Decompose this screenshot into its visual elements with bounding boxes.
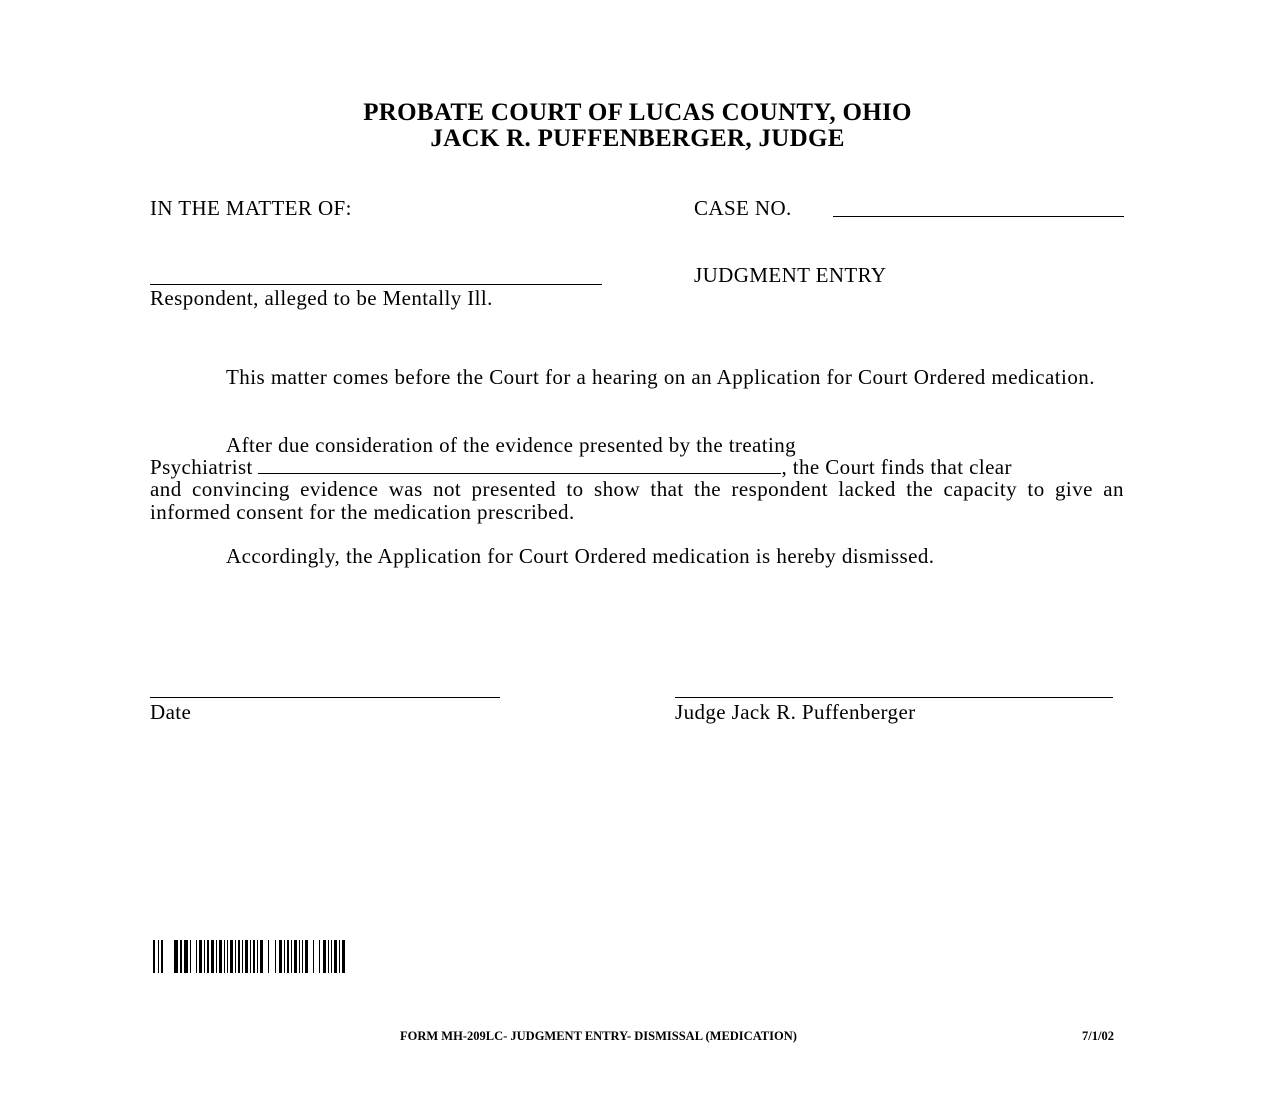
paragraph-hearing: This matter comes before the Court for a hearing on an Application for Court Ordered medication.: [226, 365, 1095, 389]
matter-label: IN THE MATTER OF:: [150, 196, 352, 220]
paragraph-consideration-rest: and convincing evidence was not presented to show that the respondent lacked the capacity to give an informed consent for the medication prescribed.: [150, 477, 1124, 524]
court-finds-text: , the Court finds that clear: [781, 455, 1012, 479]
judge-name-header: JACK R. PUFFENBERGER, JUDGE: [430, 125, 845, 152]
respondent-name-field[interactable]: [150, 284, 602, 285]
barcode-icon: [153, 940, 348, 973]
psychiatrist-name-field[interactable]: [258, 472, 781, 474]
judge-signature-line[interactable]: [675, 697, 1113, 698]
date-signature-line[interactable]: [150, 697, 500, 698]
date-label: Date: [150, 700, 192, 724]
respondent-label: Respondent, alleged to be Mentally Ill.: [150, 286, 493, 310]
case-number-field[interactable]: [833, 216, 1124, 217]
case-number-label: CASE NO.: [694, 196, 792, 220]
judgment-entry-title: JUDGMENT ENTRY: [694, 263, 887, 287]
paragraph-consideration-line1: After due consideration of the evidence presented by the treating: [226, 433, 797, 457]
form-identifier: FORM MH-209LC- JUDGMENT ENTRY- DISMISSAL (MEDICATION): [400, 1029, 797, 1043]
psychiatrist-label: Psychiatrist: [150, 455, 253, 479]
paragraph-dismissal: Accordingly, the Application for Court Ordered medication is hereby dismissed.: [226, 544, 935, 568]
court-name: PROBATE COURT OF LUCAS COUNTY, OHIO: [363, 99, 912, 126]
form-revision-date: 7/1/02: [1082, 1029, 1114, 1043]
judge-signature-label: Judge Jack R. Puffenberger: [675, 700, 916, 724]
